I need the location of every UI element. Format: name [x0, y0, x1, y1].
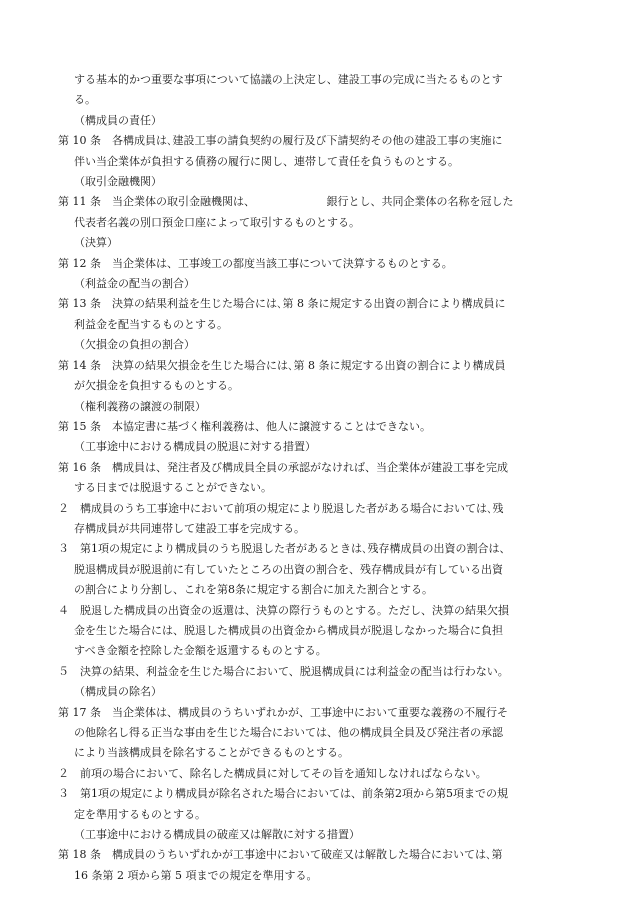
article-heading: （工事途中における構成員の破産又は解散に対する措置） [74, 828, 360, 842]
text-line: が欠損金を負担するものとする。 [74, 379, 239, 393]
text-line: 存構成員が共同連帯して建設工事を完成する。 [74, 521, 305, 535]
text-line: ３ 第1項の規定により構成員のうち脱退した者があるときは､残存構成員の出資の割合は、 [58, 542, 511, 556]
text-line: る。 [74, 93, 96, 107]
text-line: する基本的かつ重要な事項について協議の上決定し、建設工事の完成に当たるものとす [74, 73, 503, 86]
article-heading: （利益金の配当の割合） [74, 277, 195, 291]
article-heading: （工事途中における構成員の脱退に対する措置） [74, 440, 316, 454]
article-heading: （欠損金の負担の割合） [74, 338, 195, 352]
text-line: ３ 第1項の規定により構成員が除名された場合においては、前条第2項から第5項までの規 [58, 787, 508, 801]
text-line: 第 12 条 当企業体は、工事竣工の都度当該工事について決算するものとする。 [58, 256, 453, 270]
text-line: 定を準用するものとする。 [74, 807, 206, 821]
text-line: 金を生じた場合には、脱退した構成員の出資金から構成員が脱退しなかった場合に負担 [74, 623, 503, 637]
text-line: の割合により分割し、これを第8条に規定する割合に加えた割合とする。 [74, 583, 433, 597]
text-line: すべき金額を控除した金額を返還するものとする。 [74, 644, 327, 658]
article-heading: （構成員の除名） [74, 685, 162, 699]
text-line: 第 16 条 構成員は、発注者及び構成員全員の承認がなければ、当企業体が建設工事を完成 [58, 460, 508, 474]
article-heading: （決算） [74, 236, 118, 250]
text-line: 利益金を配当するものとする。 [74, 317, 228, 331]
text-line: 16 条第 2 項から第 5 項までの規定を準用する。 [74, 868, 318, 882]
text-line: により当該構成員を除名することができるものとする。 [74, 746, 349, 760]
text-line: ４ 脱退した構成員の出資金の返還は、決算の際行うものとする。ただし、決算の結果欠損 [58, 603, 509, 617]
text-line: する日までは脱退することができない。 [74, 481, 272, 495]
document-body [58, 70, 578, 886]
text-line: ２ 構成員のうち工事途中において前項の規定により脱退した者がある場合においては､残 [58, 501, 504, 515]
text-line: 伴い当企業体が負担する債務の履行に関し、連帯して責任を負うものとする。 [74, 154, 459, 168]
article-heading: （権利義務の譲渡の制限） [74, 399, 206, 413]
text-line: 第 18 条 構成員のうちいずれかが工事途中において破産又は解散した場合においては､第 [58, 848, 503, 862]
text-line: 代表者名義の別口預金口座によって取引するものとする。 [74, 215, 360, 229]
text-line: の他除名し得る正当な事由を生じた場合においては、他の構成員全員及び発注者の承認 [74, 726, 503, 739]
article-heading: （取引金融機関） [74, 175, 162, 189]
article-heading: （構成員の責任） [74, 113, 162, 127]
text-line: 第 13 条 決算の結果利益を生じた場合には､第 8 条に規定する出資の割合により構成員に [58, 297, 506, 311]
text-line: 脱退構成員が脱退前に有していたところの出資の割合を、残存構成員が有している出資 [74, 562, 503, 576]
text-line: 第 10 条 各構成員は､建設工事の請負契約の履行及び下請契約その他の建設工事の実施に [58, 134, 503, 148]
text-line: 第 11 条 当企業体の取引金融機関は、 銀行とし、共同企業体の名称を冠した [58, 195, 514, 209]
text-line: ５ 決算の結果、利益金を生じた場合において、脱退構成員には利益金の配当は行わない。 [58, 664, 509, 678]
text-line: 第 17 条 当企業体は、構成員のうちいずれかが、工事途中において重要な義務の不履行そ [58, 705, 508, 719]
text-line: 第 15 条 本協定書に基づく権利義務は、他人に譲渡することはできない。 [58, 419, 431, 433]
text-line: 第 14 条 決算の結果欠損金を生じた場合には､第 8 条に規定する出資の割合により構成員 [58, 358, 506, 372]
text-line: ２ 前項の場合において、除名した構成員に対してその旨を通知しなければならない。 [58, 766, 487, 780]
